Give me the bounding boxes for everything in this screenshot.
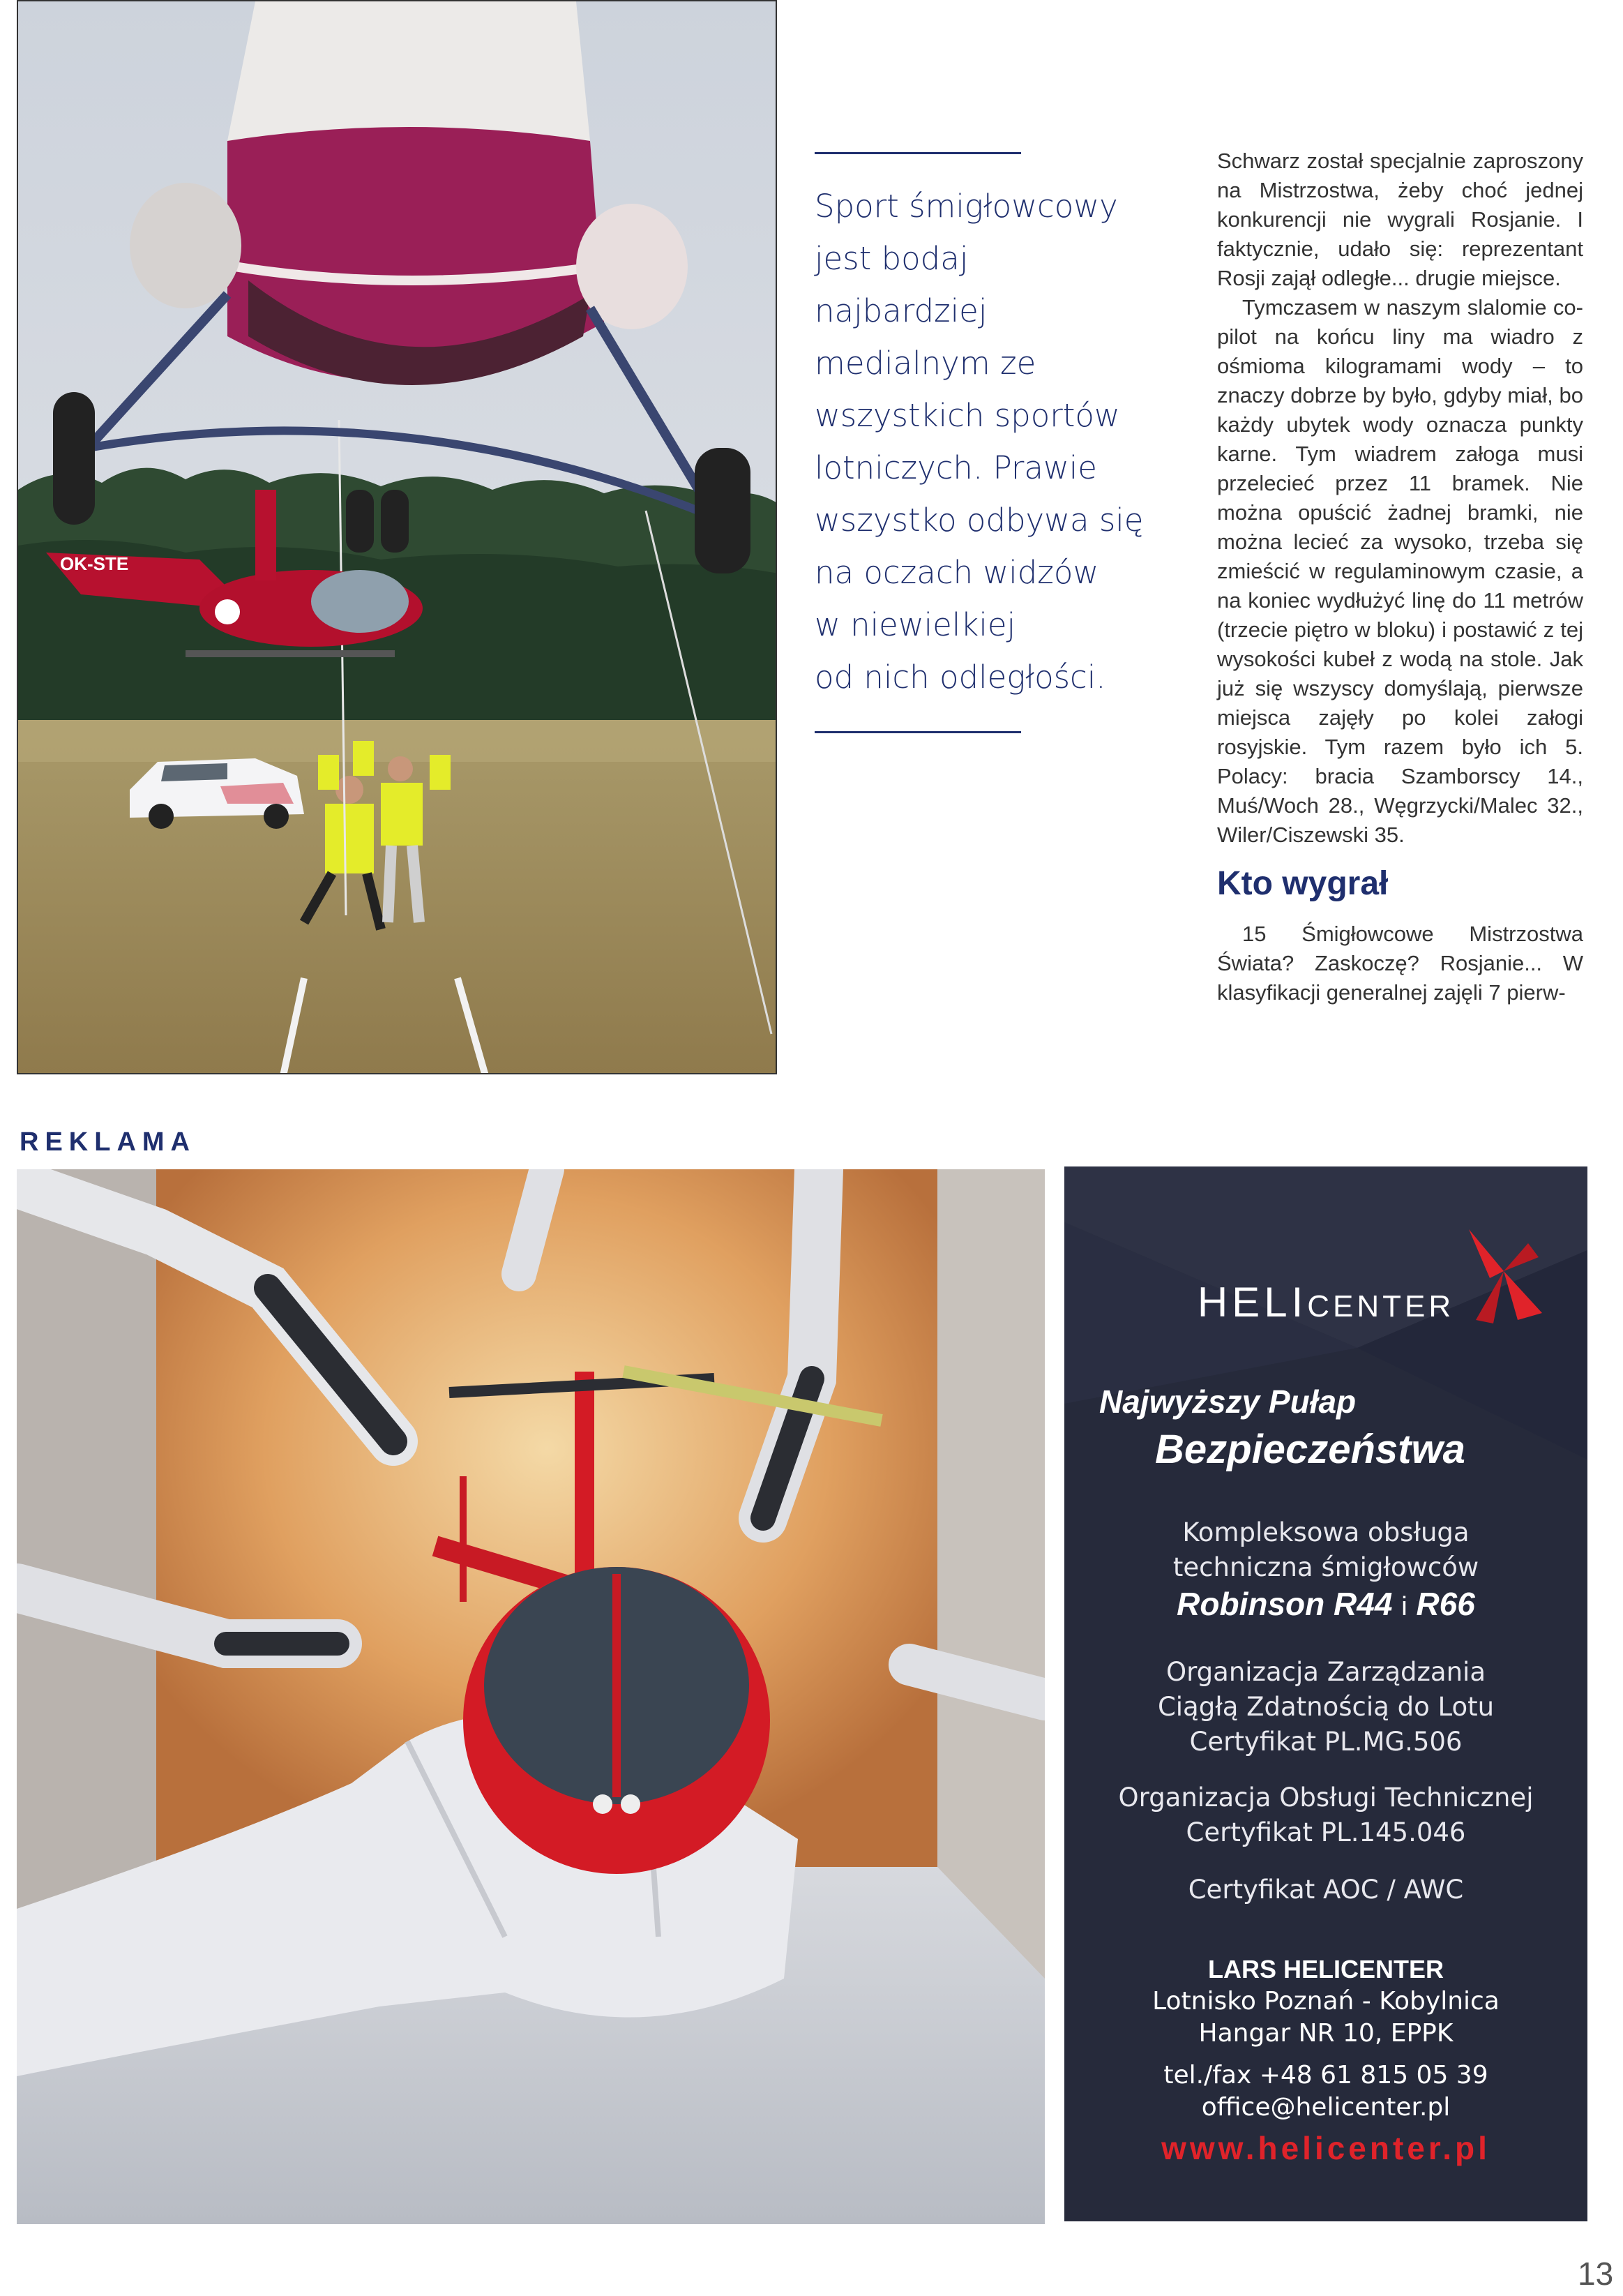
quote-line: jest bodaj	[815, 240, 969, 277]
service-block-4	[1064, 1873, 1587, 1907]
quote-bottom-rule	[815, 731, 1021, 733]
email-link[interactable]: office@helicenter.pl	[1201, 2093, 1451, 2122]
contact-block	[1064, 1953, 1587, 2124]
service-text: Organizacja Obsługi Technicznej	[1118, 1783, 1534, 1813]
article-paragraph: Tymczasem w naszym slalomie co-pilot na końcu liny ma wiadro z ośmioma kilogramami wody – to znaczy dobrze by było, gdyby miał, bo każdy ubytek wody oznacza punkty karne. Tym wiadrem załoga musi przelecieć przez 11 bramek. Nie można opuścić żadnej bramki, nie można lecieć za wysoko, trzeba się zmieścić w regulaminowym czasie, a na koniec wydłużyć linę do 11 metrów (trzecie piętro w bloku) i postawić z tej wysokości kubeł z wodą na stole. Jak już się wszyscy domyślają, pierwsze miejsca zajęły po kolei załogi rosyjskie. Tym razem było ich 5. Polacy: bracia Szamborscy 14., Muś/Woch 28., Węgrzycki/Malec 32., Wiler/Ciszewski 35.	[1217, 295, 1583, 847]
service-text: Certyfikat PL.145.046	[1186, 1817, 1466, 1847]
logo-center: CENTER	[1307, 1289, 1455, 1323]
quote-line: od nich odległości.	[815, 659, 1106, 696]
article-column	[1217, 147, 1583, 1007]
service-models: Robinson R44 i R66	[1177, 1586, 1475, 1622]
quote-line: Sport śmigłowcowy	[815, 188, 1118, 225]
service-text: techniczna śmigłowców	[1172, 1552, 1479, 1582]
company-name: LARS HELICENTER	[1207, 1955, 1444, 1983]
section-heading: Kto wygrał	[1217, 865, 1389, 902]
tagline-line-1: Najwyższy Pułap	[1099, 1383, 1357, 1420]
address-line: Hangar NR 10, EPPK	[1198, 2019, 1454, 2048]
quote-line: wszystkich sportów	[815, 397, 1120, 434]
quote-line: medialnym ze	[815, 345, 1036, 382]
quote-line: w niewielkiej	[815, 606, 1016, 643]
helicopter-registration: OK-STE	[60, 553, 129, 574]
service-block-1	[1064, 1515, 1587, 1623]
robot-hands-helicopter-illustration	[17, 1169, 1045, 2224]
tagline-line-2: Bezpieczeństwa	[1155, 1427, 1465, 1472]
website-link[interactable]: www.helicenter.pl	[1161, 2130, 1490, 2166]
article-paragraph: 15 Śmigłowcowe Mistrzostwa Świata? Zaskoczę? Rosjanie... W klasyfikacji generalnej zajęli 7 pierw-	[1217, 922, 1583, 1005]
phone-number: tel./fax +48 61 815 05 39	[1163, 2061, 1488, 2089]
service-block-2	[1064, 1655, 1587, 1759]
article-paragraph: Schwarz został specjalnie zaproszony na Mistrzostwa, żeby choć jednej konkurencji nie wygrali Rosjanie. I faktycznie, udało się: reprezentant Rosji zajął odległe... drugie miejsce.	[1217, 149, 1583, 290]
service-text: Kompleksowa obsługa	[1182, 1517, 1470, 1547]
quote-line: najbardziej	[815, 292, 988, 329]
logo-heli: HELI	[1197, 1279, 1308, 1326]
advertisement-label: REKLAMA	[20, 1127, 196, 1157]
service-text: Certyfikat PL.MG.506	[1189, 1727, 1463, 1757]
quote-line: wszystko odbywa się	[815, 502, 1144, 539]
service-text: Certyfikat AOC / AWC	[1188, 1875, 1464, 1905]
service-block-3	[1064, 1780, 1587, 1850]
quote-top-rule	[815, 152, 1021, 154]
helicopter-competition-photo	[17, 0, 777, 1074]
helicenter-ad-panel	[1064, 1166, 1587, 2221]
page-number: 13	[1578, 2256, 1614, 2292]
quote-line: lotniczych. Prawie	[815, 449, 1097, 486]
quote-line: na oczach widzów	[815, 554, 1099, 591]
service-text: Organizacja Zarządzania	[1165, 1657, 1486, 1687]
service-text: Ciągłą Zdatnością do Lotu	[1157, 1692, 1495, 1722]
rotor-logo-icon	[1462, 1229, 1546, 1327]
pull-quote	[815, 180, 1191, 703]
address-line: Lotnisko Poznań - Kobylnica	[1152, 1987, 1500, 2016]
